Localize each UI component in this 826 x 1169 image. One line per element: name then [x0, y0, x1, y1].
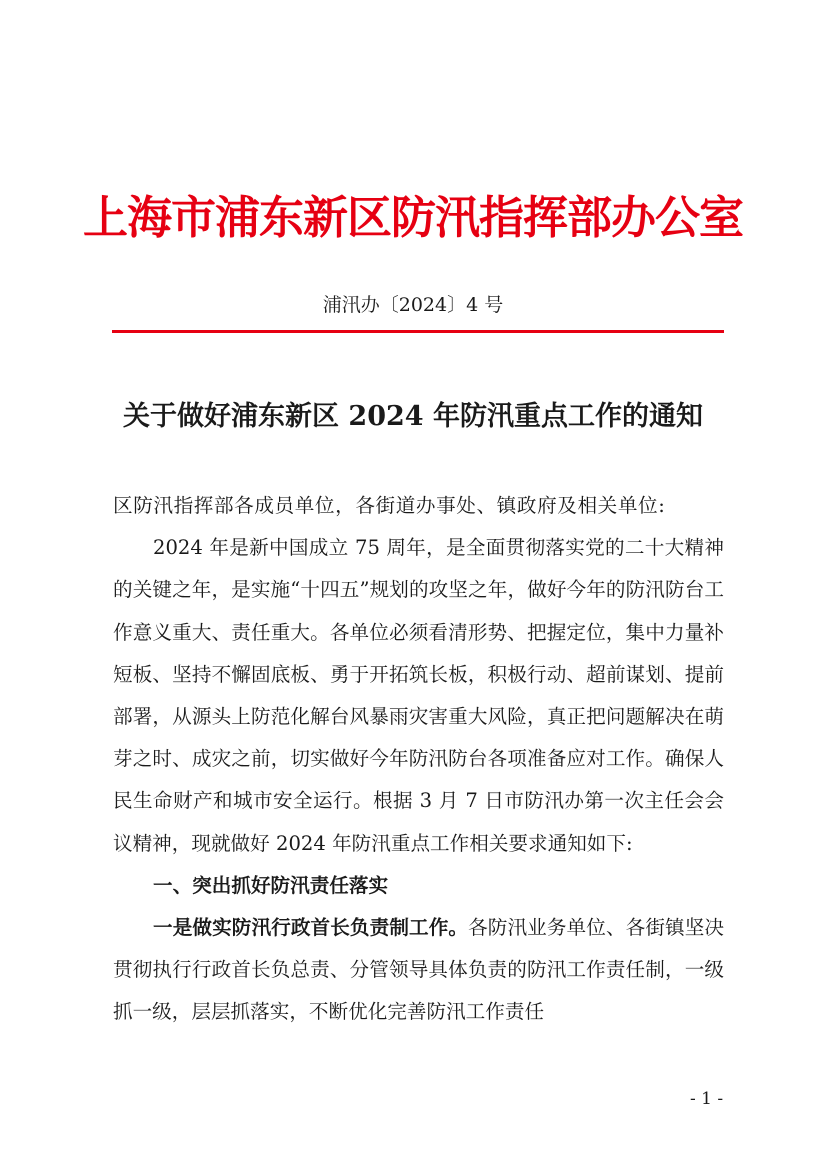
intro-paragraph: 2024 年是新中国成立 75 周年，是全面贯彻落实党的二十大精神的关键之年，是实施“十四五”规划的攻坚之年，做好今年的防汛防台工作意义重大、责任重大。各单位必须看清形势、把握定位，集中力量补短板、坚持不懈固底板、勇于开拓筑长板，积极行动、超前谋划、提前部署，从源头上防范化解台风暴雨灾害重大风险，真正把问题解决在萌芽之时、成灾之前，切实做好今年防汛防台各项准备应对工作。确保人民生命财产和城市安全运行。根据 3 月 7 日市防汛办第一次主任会会议精神，现就做好 2024 年防汛重点工作相关要求通知如下: — [113, 536, 724, 855]
page-number: - 1 - — [690, 1089, 724, 1109]
section-paragraph — [113, 907, 724, 1034]
salutation: 区防汛指挥部各成员单位，各街道办事处、镇政府及相关单位: — [113, 494, 666, 517]
item-lead-text: 一是做实防汛行政首长负责制工作。 — [153, 916, 469, 940]
red-divider-line — [112, 330, 724, 333]
item-body-text: 各防汛业务单位、各街镇坚决贯彻执行行政首长负总责、分管领导具体负责的防汛工作责任制，一级抓一级，层层抓落实，不断优化完善防汛工作责任 — [113, 916, 725, 1024]
document-number: 浦汛办〔2024〕4 号 — [322, 294, 504, 316]
section-heading: 一、突出抓好防汛责任落实 — [153, 873, 389, 897]
office-masthead: 上海市浦东新区防汛指挥部办公室 — [82, 191, 743, 244]
document-title: 关于做好浦东新区 2024 年防汛重点工作的通知 — [123, 401, 703, 432]
document-body — [113, 485, 724, 1034]
